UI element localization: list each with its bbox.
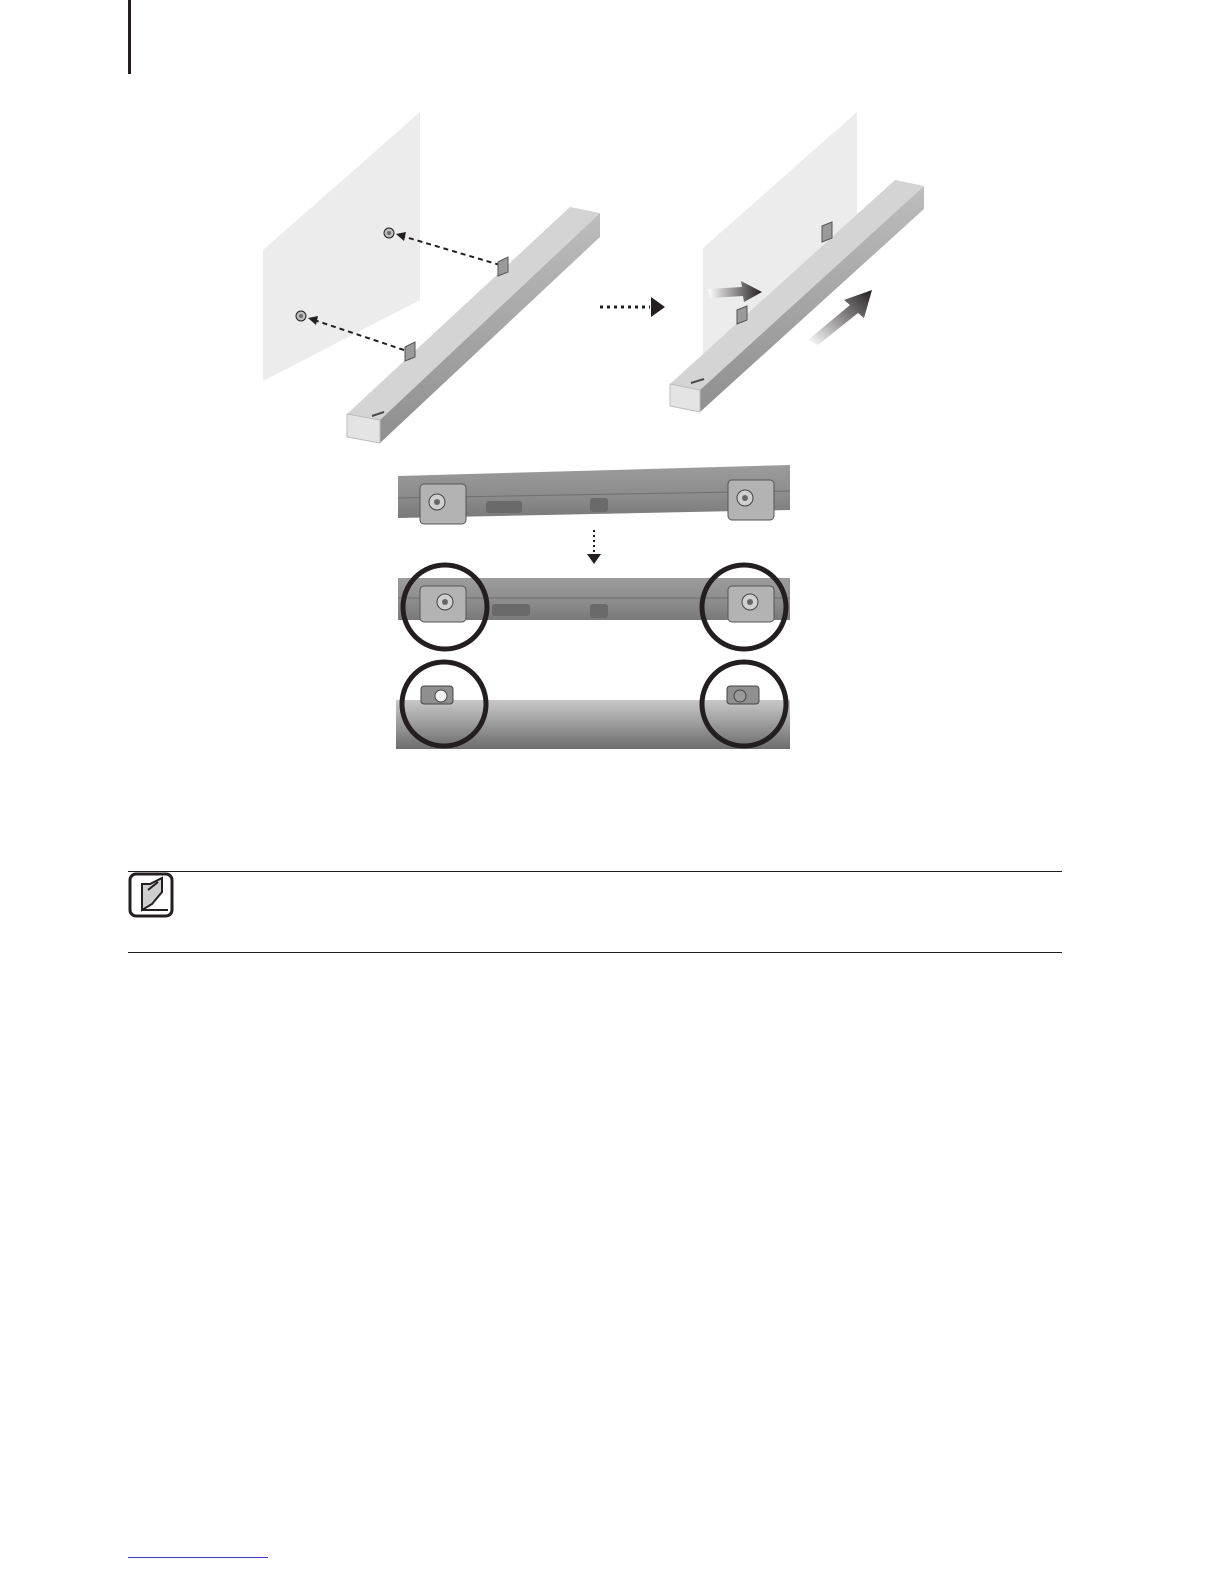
note-top-rule <box>128 871 1062 872</box>
detail-strip-bottom <box>396 662 790 749</box>
detail-strip-top <box>398 465 790 524</box>
bracket-left <box>420 484 466 524</box>
bracket-right <box>728 480 774 520</box>
dotted-arrow-icon <box>600 297 665 317</box>
left-scene <box>263 112 600 443</box>
right-scene <box>670 112 924 412</box>
detail-strip-middle <box>398 565 790 649</box>
wall-panel-left <box>263 112 420 381</box>
down-arrow-icon <box>587 530 601 564</box>
footer-rule <box>128 1557 268 1558</box>
note-bottom-rule <box>128 952 1062 953</box>
note-pencil-icon <box>128 872 176 920</box>
